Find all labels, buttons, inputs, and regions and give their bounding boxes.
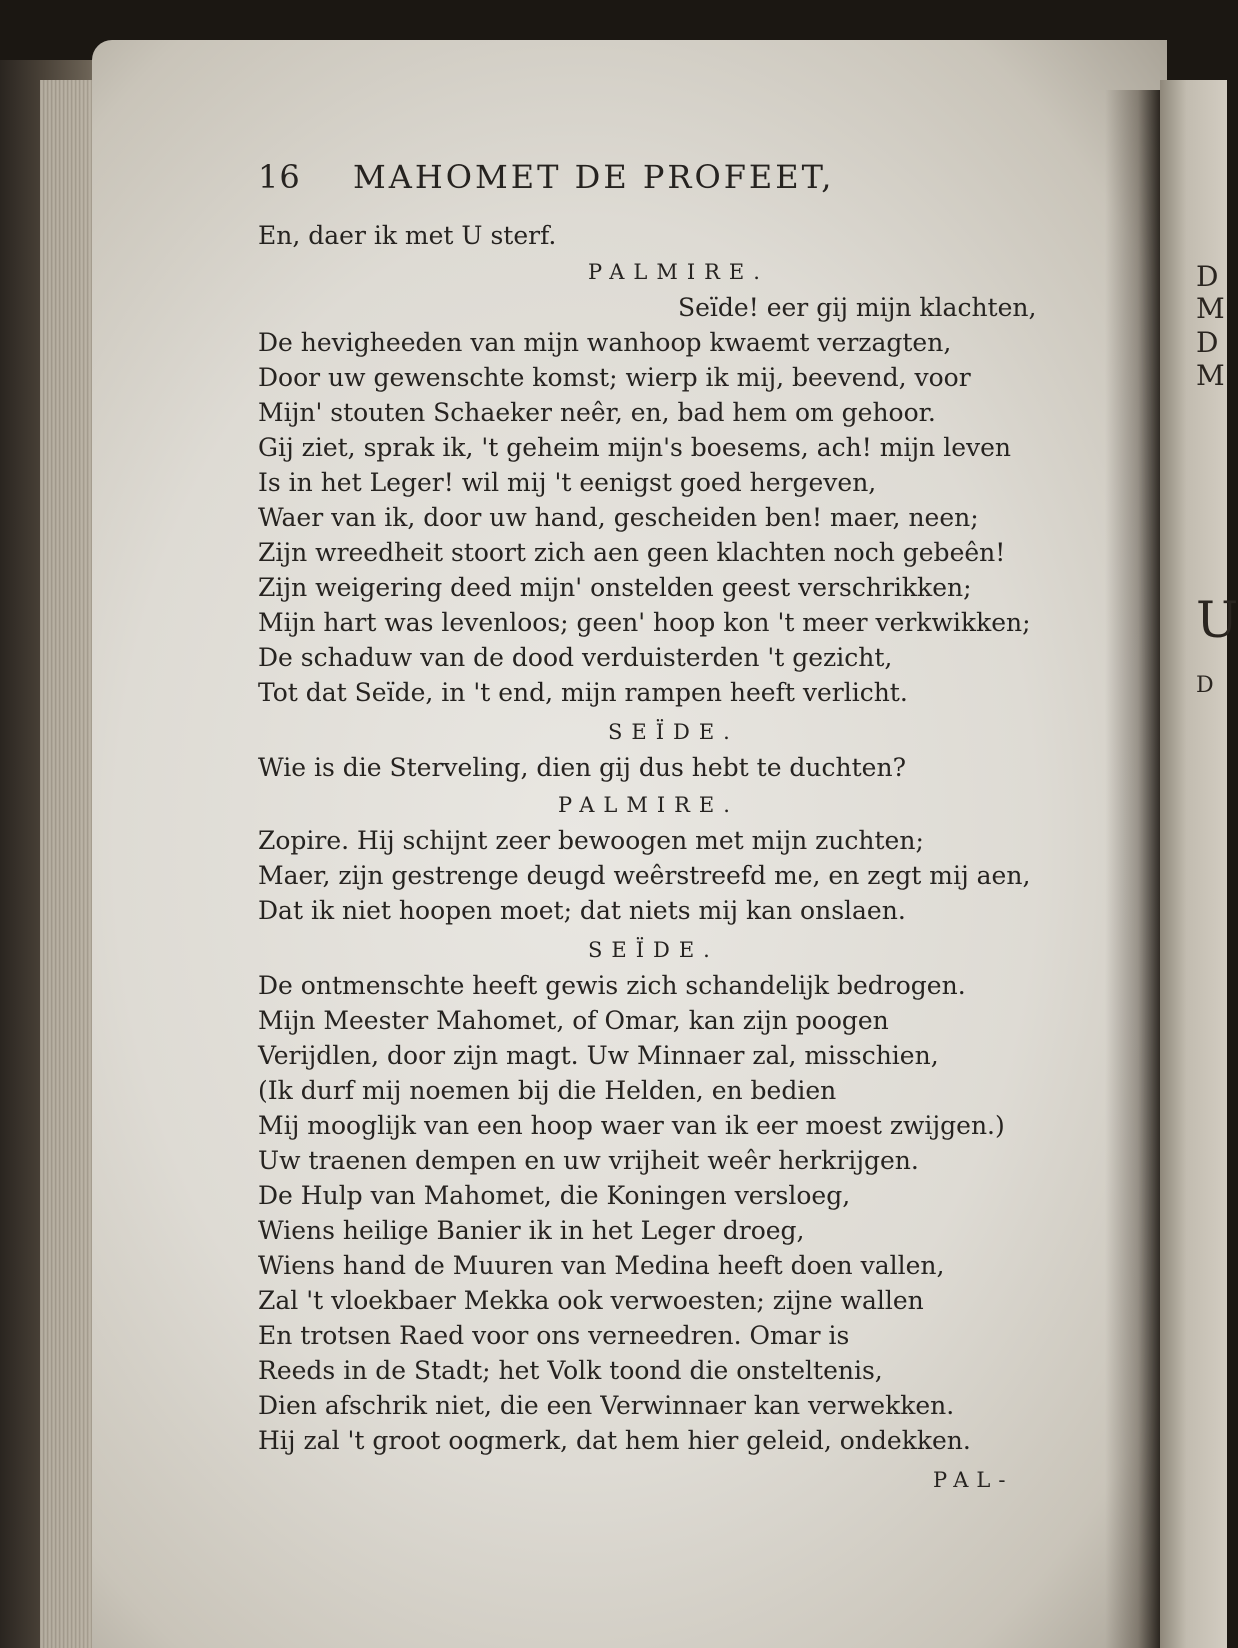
- verse-line: Mijn' stouten Schaeker neêr, en, bad hem om gehoor.: [258, 398, 936, 427]
- book-gutter: [1105, 90, 1160, 1648]
- verse-line: Zopire. Hij schijnt zeer bewoogen met mijn zuchten;: [258, 826, 924, 855]
- verse-line: Hij zal 't groot oogmerk, dat hem hier geleid, ondekken.: [258, 1426, 971, 1455]
- facing-fragment: D: [1196, 326, 1219, 359]
- verse-line: Tot dat Seïde, in 't end, mijn rampen heeft verlicht.: [258, 678, 908, 707]
- verse-line: Mijn Meester Mahomet, of Omar, kan zijn poogen: [258, 1006, 889, 1035]
- verse-line: Door uw gewenschte komst; wierp ik mij, beevend, voor: [258, 363, 971, 392]
- verse-line: En, daer ik met U sterf.: [258, 221, 557, 250]
- verse-line: Wiens hand de Muuren van Medina heeft doen vallen,: [258, 1251, 945, 1280]
- running-title: MAHOMET DE PROFEET,: [353, 158, 835, 196]
- verse-line: Seïde! eer gij mijn klachten,: [678, 293, 1037, 322]
- verse-line: Zijn wreedheit stoort zich aen geen klachten noch gebeên!: [258, 538, 1006, 567]
- verse-line: Wiens heilige Banier ik in het Leger droeg,: [258, 1216, 805, 1245]
- verse-line: Mijn hart was levenloos; geen' hoop kon 't meer verkwikken;: [258, 608, 1031, 637]
- verse-line: Dien afschrik niet, die een Verwinnaer kan verwekken.: [258, 1391, 955, 1420]
- facing-fragment: M: [1196, 359, 1225, 392]
- verse-line: Verijdlen, door zijn magt. Uw Minnaer zal, misschien,: [258, 1041, 939, 1070]
- verse-line: De Hulp van Mahomet, die Koningen versloeg,: [258, 1181, 851, 1210]
- facing-fragment: D: [1196, 673, 1214, 698]
- page-number: 16: [258, 158, 301, 196]
- speaker-name: SEÏDE.: [608, 720, 739, 744]
- catchword: PAL-: [933, 1468, 1014, 1492]
- verse-line: Mij mooglijk van een hoop waer van ik eer moest zwijgen.): [258, 1111, 1005, 1140]
- facing-fragment: D: [1196, 260, 1219, 293]
- verse-line: De schaduw van de dood verduisterden 't gezicht,: [258, 643, 893, 672]
- verse-line: Is in het Leger! wil mij 't eenigst goed hergeven,: [258, 468, 877, 497]
- facing-fragment: U: [1196, 591, 1238, 649]
- verse-line: Reeds in de Stadt; het Volk toond die onsteltenis,: [258, 1356, 883, 1385]
- verse-line: Wie is die Sterveling, dien gij dus hebt te duchten?: [258, 753, 906, 782]
- verse-line: Waer van ik, door uw hand, gescheiden ben! maer, neen;: [258, 503, 979, 532]
- verse-line: En trotsen Raed voor ons verneedren. Omar is: [258, 1321, 850, 1350]
- verse-line: (Ik durf mij noemen bij die Helden, en bedien: [258, 1076, 837, 1105]
- verse-line: Gij ziet, sprak ik, 't geheim mijn's boesems, ach! mijn leven: [258, 433, 1012, 462]
- speaker-name: PALMIRE.: [588, 260, 769, 284]
- verse-line: De hevigheeden van mijn wanhoop kwaemt verzagten,: [258, 328, 952, 357]
- facing-fragment: M: [1196, 292, 1225, 325]
- speaker-name: SEÏDE.: [588, 938, 719, 962]
- verse-line: Maer, zijn gestrenge deugd weêrstreefd me, en zegt mij aen,: [258, 861, 1031, 890]
- speaker-name: PALMIRE.: [558, 793, 739, 817]
- running-header: [258, 158, 1078, 208]
- verse-line: De ontmenschte heeft gewis zich schandelijk bedrogen.: [258, 971, 966, 1000]
- verse-line: Dat ik niet hoopen moet; dat niets mij kan onslaen.: [258, 896, 906, 925]
- verse-line: Zijn weigering deed mijn' onstelden geest verschrikken;: [258, 573, 972, 602]
- verse-line: Uw traenen dempen en uw vrijheit weêr herkrijgen.: [258, 1146, 919, 1175]
- verse-line: Zal 't vloekbaer Mekka ook verwoesten; zijne wallen: [258, 1286, 924, 1315]
